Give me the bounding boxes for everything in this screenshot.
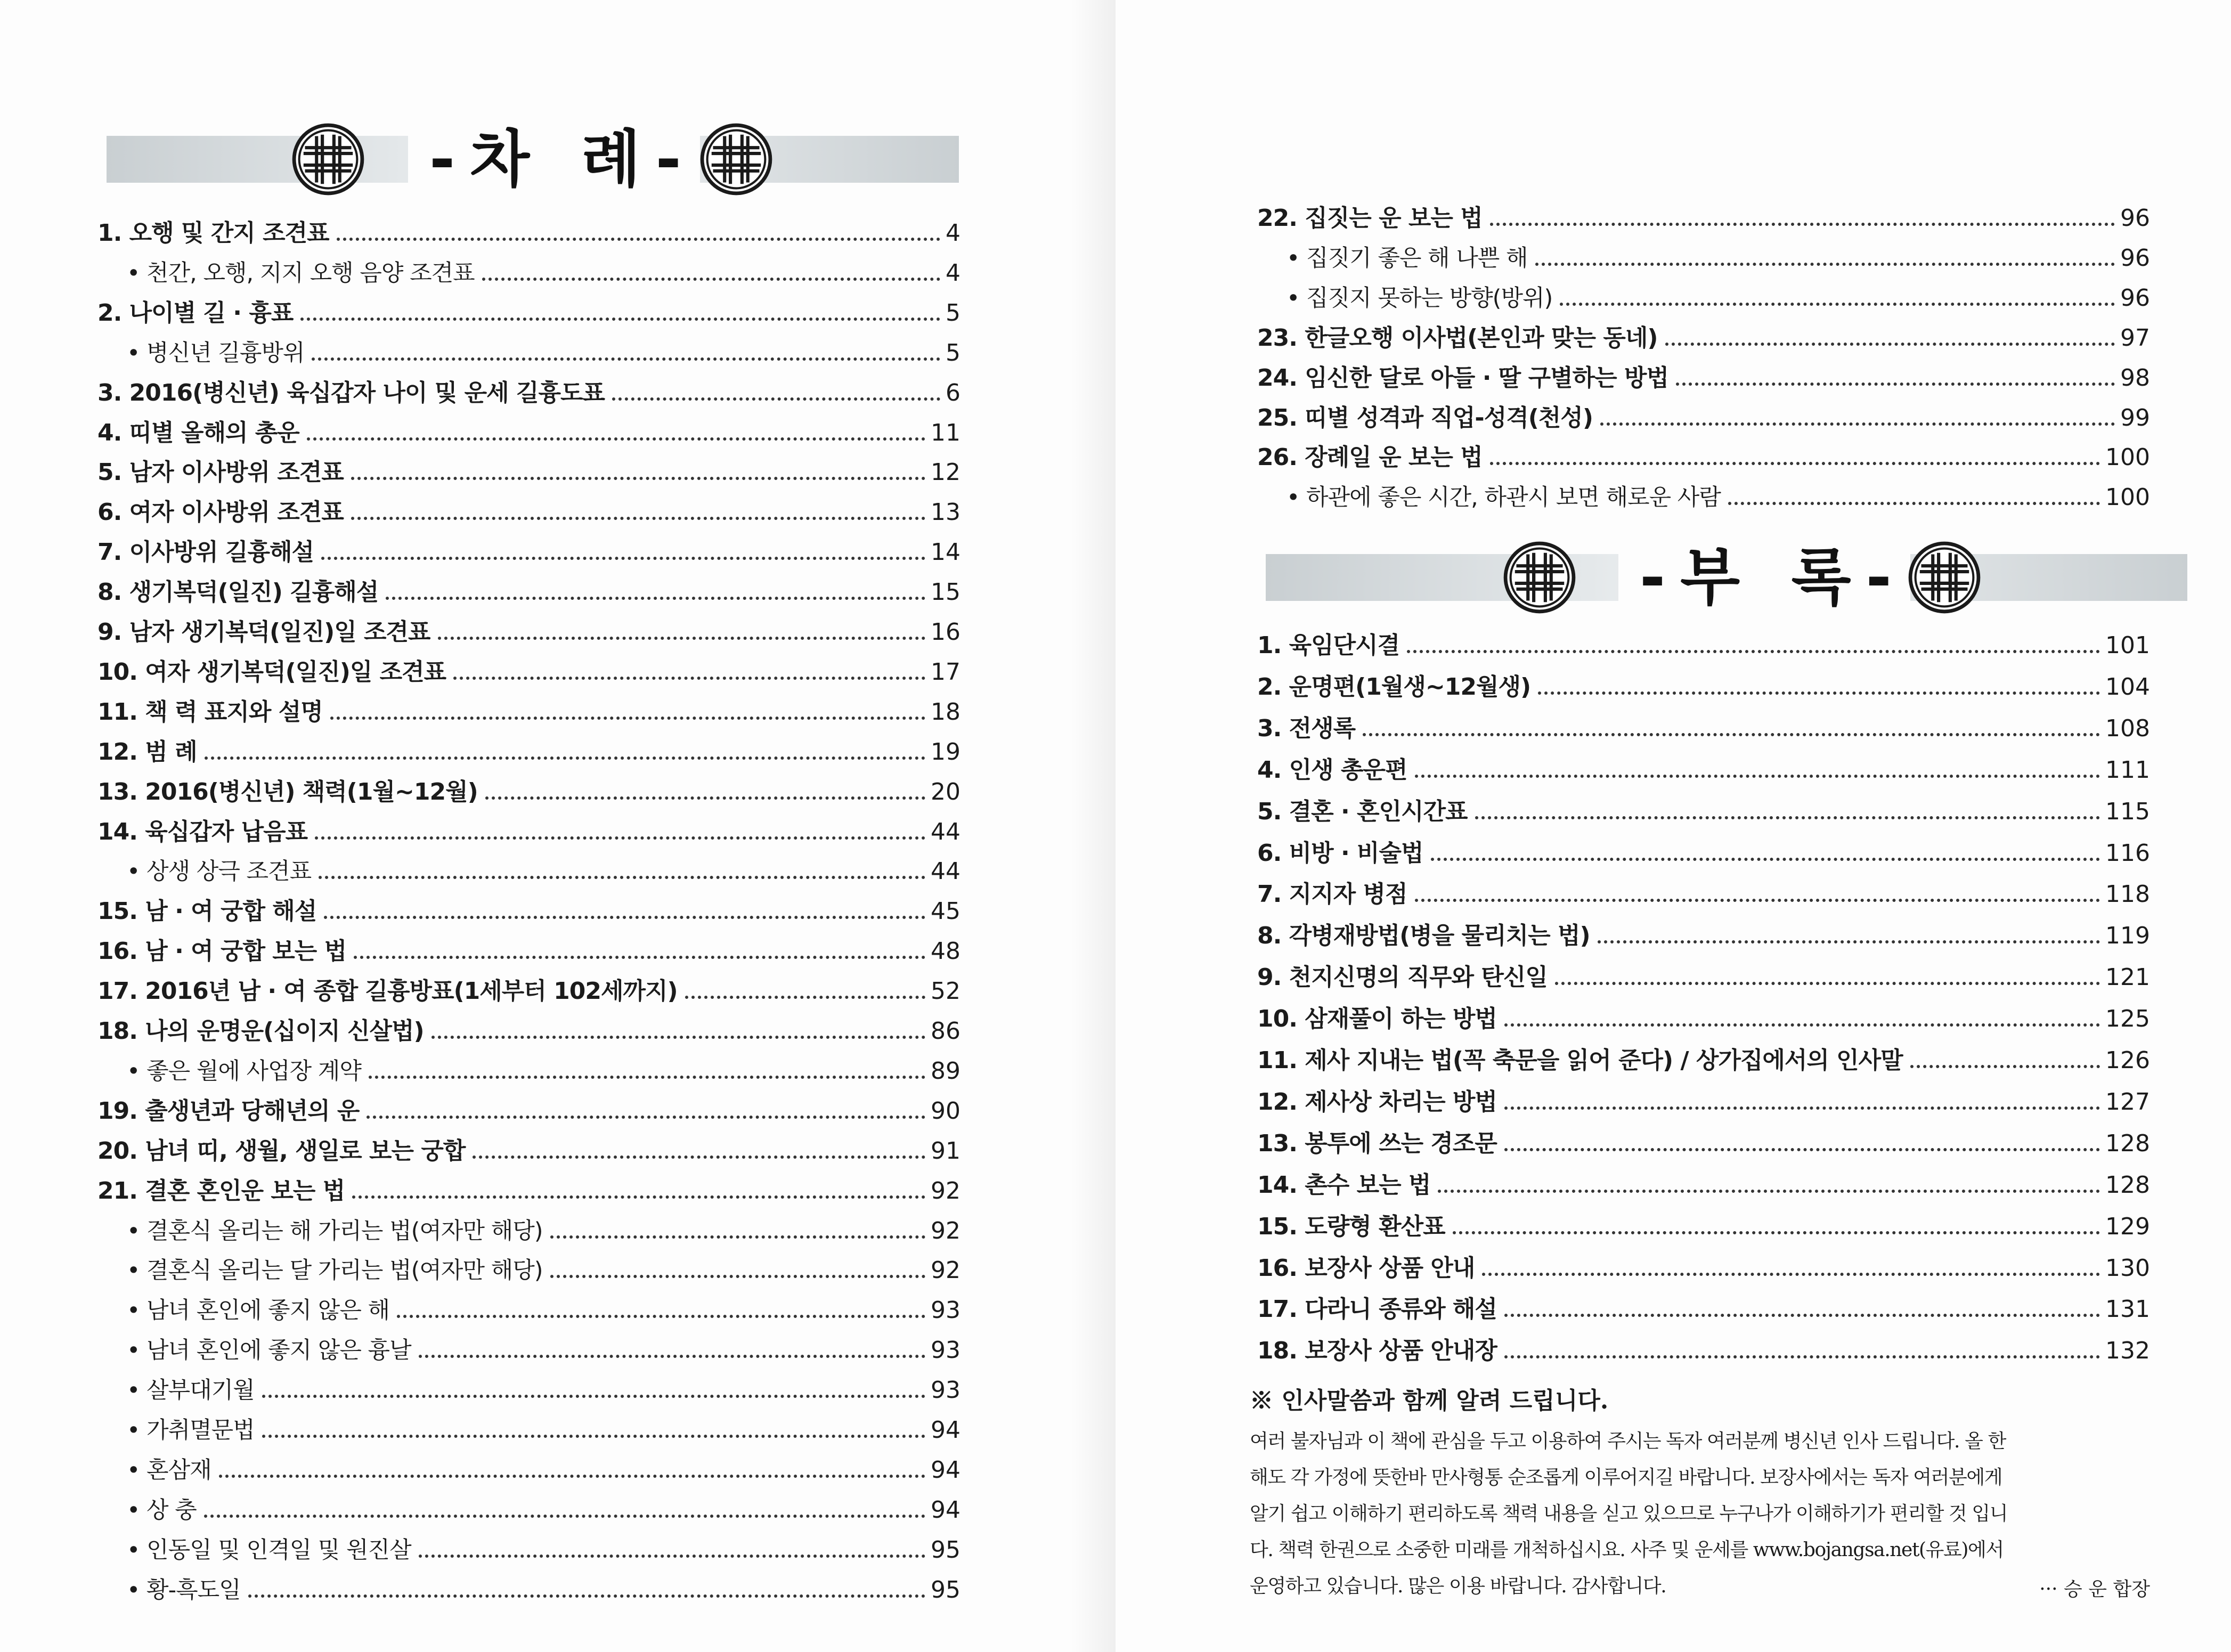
toc-page-number: 18	[931, 698, 960, 726]
dot-leader	[453, 677, 925, 680]
toc-page-number: 15	[931, 579, 960, 606]
notice-body	[1250, 1423, 2150, 1605]
toc-page-number: 95	[931, 1536, 960, 1564]
toc-page-number: 93	[931, 1337, 960, 1364]
dot-leader	[351, 477, 925, 480]
dot-leader	[612, 397, 940, 401]
toc-entry-label: 13. 봉투에 쓰는 경조문	[1257, 1129, 1497, 1157]
toc-entry-label: 12. 제사상 차리는 방법	[1257, 1088, 1497, 1116]
notice-title: ※ 인사말씀과 함께 알려 드립니다.	[1250, 1387, 1609, 1414]
toc-row	[97, 1287, 960, 1324]
toc-entry-label: 4. 띠별 올해의 총운	[97, 419, 299, 446]
toc-row	[97, 689, 960, 726]
toc-entry-label: 7. 이사방위 길흉해설	[97, 539, 314, 566]
dot-leader	[473, 1155, 925, 1159]
toc-entry-label: 3. 전생록	[1257, 714, 1356, 742]
toc-entry-label: 25. 띠별 성격과 직업-성격(천성)	[1257, 404, 1593, 432]
toc-entry-label: • 좋은 월에 사업장 계약	[127, 1057, 361, 1085]
toc-row	[1257, 1286, 2150, 1323]
toc-entry-label: 9. 천지신명의 직무와 탄신일	[1257, 964, 1548, 991]
toc-entry-label: 17. 다라니 종류와 해설	[1257, 1296, 1497, 1323]
toc-row	[97, 1008, 960, 1045]
toc-entry-label: • 병신년 길흉방위	[127, 339, 305, 367]
toc-page-number: 48	[931, 938, 960, 965]
toc-page-number: 129	[2105, 1212, 2150, 1240]
toc-page-number: 11	[931, 419, 960, 446]
toc-entry-label: 6. 비방 · 비술법	[1257, 839, 1423, 867]
toc-entry-label: 9. 남자 생기복덕(일진)일 조견표	[97, 619, 430, 646]
toc-page-number: 127	[2105, 1088, 2150, 1116]
toc-page-number: 96	[2120, 205, 2150, 232]
toc-entry-label: 18. 보장사 상품 안내장	[1257, 1337, 1497, 1365]
dot-leader	[419, 1555, 925, 1558]
dot-leader	[1504, 1023, 2100, 1027]
toc-row	[1257, 664, 2150, 701]
toc-entry-label: 18. 나의 운명운(십이지 신살법)	[97, 1018, 424, 1045]
toc-entry-label: 7. 지지자 병점	[1257, 881, 1407, 908]
toc-page-number: 94	[931, 1417, 960, 1444]
dot-leader	[550, 1235, 925, 1239]
toc-row	[97, 848, 960, 885]
toc-page-number: 131	[2105, 1296, 2150, 1323]
dot-leader	[1475, 816, 2100, 819]
toc-row	[1257, 1079, 2150, 1116]
toc-entry-label: • 가취멸문법	[127, 1417, 255, 1444]
toc-entry-label: • 상 충	[127, 1496, 197, 1524]
notice-line: 알기 쉽고 이해하기 편리하도록 책력 내용을 싣고 있으므로 누구나가 이해하기가 편리할 것 입니	[1250, 1503, 2008, 1525]
toc-entry-label: 23. 한글오행 이사법(본인과 맞는 동네)	[1257, 324, 1658, 352]
toc-row	[1257, 1037, 2150, 1075]
toc-entry-label: 5. 결혼 · 혼인시간표	[1257, 797, 1468, 825]
toc-row	[97, 569, 960, 606]
dot-leader	[419, 1355, 925, 1358]
contents-list	[97, 0, 960, 1652]
toc-row	[1257, 622, 2150, 660]
toc-row	[97, 1128, 960, 1165]
toc-row	[97, 250, 960, 287]
toc-row	[97, 809, 960, 846]
toc-row	[1257, 1245, 2150, 1282]
dot-leader	[550, 1275, 925, 1278]
toc-entry-label: 1. 오행 및 간지 조견표	[97, 219, 329, 247]
toc-row	[97, 489, 960, 526]
toc-row	[1257, 1162, 2150, 1199]
toc-page-number: 128	[2105, 1129, 2150, 1157]
toc-page-number: 44	[931, 858, 960, 885]
toc-row	[1257, 1120, 2150, 1158]
toc-page-number: 126	[2105, 1047, 2150, 1074]
toc-row	[1257, 913, 2150, 950]
dot-leader	[324, 916, 925, 919]
dot-leader	[431, 1036, 925, 1039]
toc-row	[97, 210, 960, 247]
toc-entry-label: 4. 인생 총운편	[1257, 756, 1407, 784]
toc-page-number: 12	[931, 459, 960, 486]
toc-page-number: 115	[2105, 797, 2150, 825]
dot-leader	[319, 876, 925, 879]
toc-page-number: 104	[2105, 673, 2150, 701]
toc-entry-label: 10. 삼재풀이 하는 방법	[1257, 1005, 1497, 1033]
toc-page-number: 20	[931, 778, 960, 805]
toc-row	[97, 1088, 960, 1125]
toc-entry-label: • 하관에 좋은 시간, 하관시 보면 해로운 사람	[1287, 484, 1721, 511]
toc-entry-label: 24. 임신한 달로 아들 · 딸 구별하는 방법	[1257, 364, 1668, 392]
toc-page-number: 19	[931, 738, 960, 766]
toc-row	[97, 1247, 960, 1284]
toc-page-number: 100	[2105, 484, 2150, 511]
toc-row	[97, 609, 960, 646]
dot-leader	[1363, 733, 2100, 736]
toc-entry-label: 17. 2016년 남 · 여 종합 길흉방표(1세부터 102세까지)	[97, 978, 678, 1005]
toc-page-number: 94	[931, 1496, 960, 1524]
toc-entry-label: 11. 책 력 표지와 설명	[97, 698, 323, 726]
dot-leader	[367, 1116, 925, 1119]
toc-entry-label: 21. 결혼 혼인운 보는 법	[97, 1177, 345, 1205]
toc-entry-label: 6. 여자 이사방위 조견표	[97, 499, 344, 526]
toc-entry-label: • 집짓지 못하는 방향(방위)	[1287, 284, 1553, 312]
notice-line: 다. 책력 한권으로 소중한 미래를 개척하십시요. 사주 및 운세를 www.bojangsa.net(유료)에서	[1250, 1539, 2004, 1561]
dot-leader	[369, 1076, 925, 1079]
toc-page-number: 6	[946, 379, 960, 406]
toc-page-number: 14	[931, 539, 960, 566]
toc-entry-label: 10. 여자 생기복덕(일진)일 조견표	[97, 658, 446, 686]
toc-entry-label: • 황-흑도일	[127, 1576, 241, 1604]
toc-page-number: 16	[931, 619, 960, 646]
toc-page-number: 93	[931, 1377, 960, 1404]
toc-page-number: 96	[2120, 284, 2150, 312]
toc-row	[97, 928, 960, 965]
toc-page-number: 52	[931, 978, 960, 1005]
contents-heading: -차 례-	[408, 126, 700, 193]
dot-leader	[1504, 1106, 2100, 1110]
dot-leader	[262, 1435, 925, 1438]
dot-leader	[351, 517, 925, 520]
dot-leader	[315, 836, 925, 840]
toc-entry-label: 12. 범 례	[97, 738, 197, 766]
dot-leader	[219, 1475, 925, 1478]
toc-page-number: 17	[931, 658, 960, 686]
dot-leader	[1415, 899, 2100, 902]
toc-page-number: 92	[931, 1217, 960, 1244]
toc-entry-label: 26. 장례일 운 보는 법	[1257, 444, 1483, 471]
toc-row	[97, 330, 960, 367]
dot-leader	[685, 996, 925, 999]
toc-entry-label: 5. 남자 이사방위 조견표	[97, 459, 344, 486]
dot-leader	[337, 238, 940, 241]
toc-row	[97, 1407, 960, 1444]
toc-entry-label: 22. 집짓는 운 보는 법	[1257, 205, 1483, 232]
toc-row	[97, 1367, 960, 1404]
dot-leader	[354, 956, 925, 959]
toc-entry-label: • 결혼식 올리는 달 가리는 법(여자만 해당)	[127, 1257, 543, 1284]
toc-page-number: 98	[2120, 364, 2150, 392]
toc-page-number: 5	[946, 339, 960, 367]
toc-row	[1257, 830, 2150, 867]
toc-entry-label: 13. 2016(병신년) 책력(1월~12월)	[97, 778, 478, 805]
toc-entry-label: 14. 촌수 보는 법	[1257, 1171, 1431, 1199]
toc-row	[1257, 747, 2150, 784]
toc-page-number: 4	[946, 219, 960, 247]
dot-leader	[1415, 775, 2100, 778]
toc-page-number: 101	[2105, 632, 2150, 659]
toc-row	[97, 1527, 960, 1564]
toc-page-number: 111	[2105, 756, 2150, 784]
toc-row	[1257, 705, 2150, 743]
toc-row	[97, 1168, 960, 1205]
toc-row	[1257, 1203, 2150, 1241]
toc-page-number: 4	[946, 259, 960, 287]
toc-entry-label: • 집짓기 좋은 해 나쁜 해	[1287, 245, 1528, 272]
toc-entry-label: 16. 남 · 여 궁합 보는 법	[97, 938, 347, 965]
dot-leader	[205, 756, 925, 760]
toc-entry-label: • 인동일 및 인격일 및 원진살	[127, 1536, 411, 1564]
toc-page-number: 130	[2105, 1254, 2150, 1282]
toc-page-number: 125	[2105, 1005, 2150, 1033]
dot-leader	[1431, 858, 2100, 861]
dot-leader	[485, 796, 925, 800]
toc-page-number: 5	[946, 299, 960, 327]
toc-row	[97, 1208, 960, 1245]
dot-leader	[1504, 1355, 2100, 1358]
dot-leader	[352, 1195, 925, 1199]
toc-row	[97, 1447, 960, 1484]
toc-entry-label: 8. 각병재방법(병을 물리치는 법)	[1257, 922, 1590, 950]
notice-line: 해도 각 가정에 뜻한바 만사형통 순조롭게 이루어지길 바랍니다. 보장사에서는 독자 여러분에게	[1250, 1467, 2002, 1488]
toc-page-number: 96	[2120, 244, 2150, 272]
toc-page-number: 45	[931, 898, 960, 925]
toc-entry-label: • 결혼식 올리는 해 가리는 법(여자만 해당)	[127, 1217, 543, 1244]
toc-row	[1257, 871, 2150, 908]
toc-row	[97, 449, 960, 486]
toc-entry-label: 3. 2016(병신년) 육십갑자 나이 및 운세 길흉도표	[97, 379, 605, 406]
dot-leader	[397, 1315, 925, 1318]
dot-leader	[1598, 940, 2100, 943]
toc-page-number: 92	[931, 1177, 960, 1205]
toc-row	[97, 529, 960, 566]
toc-page-number: 90	[931, 1097, 960, 1125]
toc-page-number: 132	[2105, 1337, 2150, 1365]
toc-row	[1257, 954, 2150, 991]
toc-row	[97, 769, 960, 806]
toc-entry-label: 19. 출생년과 당해년의 운	[97, 1097, 360, 1125]
toc-entry-label: 2. 나이별 길 · 흉표	[97, 299, 294, 327]
dot-leader	[1504, 1314, 2100, 1317]
dot-leader	[1538, 691, 2100, 695]
dot-leader	[307, 437, 925, 441]
toc-entry-label: 15. 도량형 환산표	[1257, 1212, 1445, 1240]
notice-signature: ··· 승 운 합장	[2039, 1578, 2150, 1600]
dot-leader	[1407, 650, 2100, 653]
toc-row	[97, 968, 960, 1005]
dot-leader	[1910, 1065, 2100, 1068]
notice-line: 운영하고 있습니다. 많은 이용 바랍니다. 감사합니다.	[1250, 1575, 1666, 1597]
dot-leader	[482, 278, 940, 281]
toc-row	[97, 410, 960, 447]
toc-row	[97, 1048, 960, 1085]
toc-page-number: 99	[2120, 404, 2150, 432]
dot-leader	[312, 357, 940, 361]
toc-entry-label: 8. 생기복덕(일진) 길흉해설	[97, 579, 379, 606]
toc-page-number: 118	[2105, 881, 2150, 908]
toc-row	[97, 290, 960, 327]
toc-page-number: 89	[931, 1057, 960, 1085]
toc-page-number: 121	[2105, 964, 2150, 991]
toc-row	[97, 729, 960, 766]
dot-leader	[262, 1395, 925, 1398]
dot-leader	[1555, 982, 2100, 985]
notice-line: 여러 불자님과 이 책에 관심을 두고 이용하여 주시는 독자 여러분께 병신년 인사 드립니다. 올 한	[1250, 1430, 2006, 1452]
toc-page-number: 119	[2105, 922, 2150, 950]
toc-page-number: 86	[931, 1018, 960, 1045]
dot-leader	[248, 1594, 925, 1598]
toc-page-number: 128	[2105, 1171, 2150, 1199]
toc-page-number: 108	[2105, 714, 2150, 742]
toc-row	[1257, 1328, 2150, 1365]
toc-page-number: 95	[931, 1576, 960, 1604]
toc-page-number: 94	[931, 1456, 960, 1484]
toc-page-number: 97	[2120, 324, 2150, 352]
toc-page-number: 13	[931, 499, 960, 526]
toc-row	[97, 649, 960, 686]
dot-leader	[1453, 1231, 2100, 1234]
appendix-list	[1257, 0, 2150, 1385]
toc-page-number: 93	[931, 1297, 960, 1324]
toc-entry-label: • 혼삼재	[127, 1456, 211, 1484]
toc-entry-label: • 천간, 오행, 지지 오행 음양 조견표	[127, 259, 475, 287]
appendix-heading: -부 록-	[1618, 544, 1910, 612]
dot-leader	[1482, 1273, 2100, 1276]
dot-leader	[1504, 1148, 2100, 1151]
dot-leader	[438, 637, 925, 640]
toc-page-number: 44	[931, 818, 960, 845]
toc-row	[97, 888, 960, 925]
notice-box	[1250, 1385, 2150, 1605]
toc-entry-label: 14. 육십갑자 납음표	[97, 818, 308, 845]
toc-row	[97, 1327, 960, 1364]
toc-row	[97, 1567, 960, 1604]
toc-entry-label: • 상생 상극 조견표	[127, 858, 312, 885]
toc-row	[1257, 996, 2150, 1033]
toc-row	[97, 1487, 960, 1524]
dot-leader	[321, 557, 925, 560]
toc-row	[1257, 788, 2150, 826]
toc-entry-label: 1. 육임단시결	[1257, 632, 1400, 659]
toc-page-number: 91	[931, 1137, 960, 1165]
dot-leader	[300, 318, 940, 321]
toc-row	[97, 370, 960, 407]
toc-page-number: 116	[2105, 839, 2150, 867]
toc-entry-label: 20. 남녀 띠, 생월, 생일로 보는 궁합	[97, 1137, 466, 1165]
toc-entry-label: • 살부대기월	[127, 1377, 255, 1404]
dot-leader	[330, 717, 925, 720]
toc-entry-label: 2. 운명편(1월생~12월생)	[1257, 673, 1531, 701]
toc-page-number: 100	[2105, 444, 2150, 471]
toc-entry-label: 11. 제사 지내는 법(꼭 축문을 읽어 준다) / 상가집에서의 인사말	[1257, 1047, 1903, 1074]
toc-entry-label: • 남녀 혼인에 좋지 않은 흉날	[127, 1337, 411, 1364]
toc-entry-label: 15. 남 · 여 궁합 해설	[97, 898, 317, 925]
dot-leader	[1438, 1190, 2100, 1193]
toc-entry-label: • 남녀 혼인에 좋지 않은 해	[127, 1297, 390, 1324]
dot-leader	[204, 1515, 925, 1518]
dot-leader	[386, 597, 925, 600]
toc-entry-label: 16. 보장사 상품 안내	[1257, 1254, 1475, 1282]
toc-page-number: 92	[931, 1257, 960, 1284]
